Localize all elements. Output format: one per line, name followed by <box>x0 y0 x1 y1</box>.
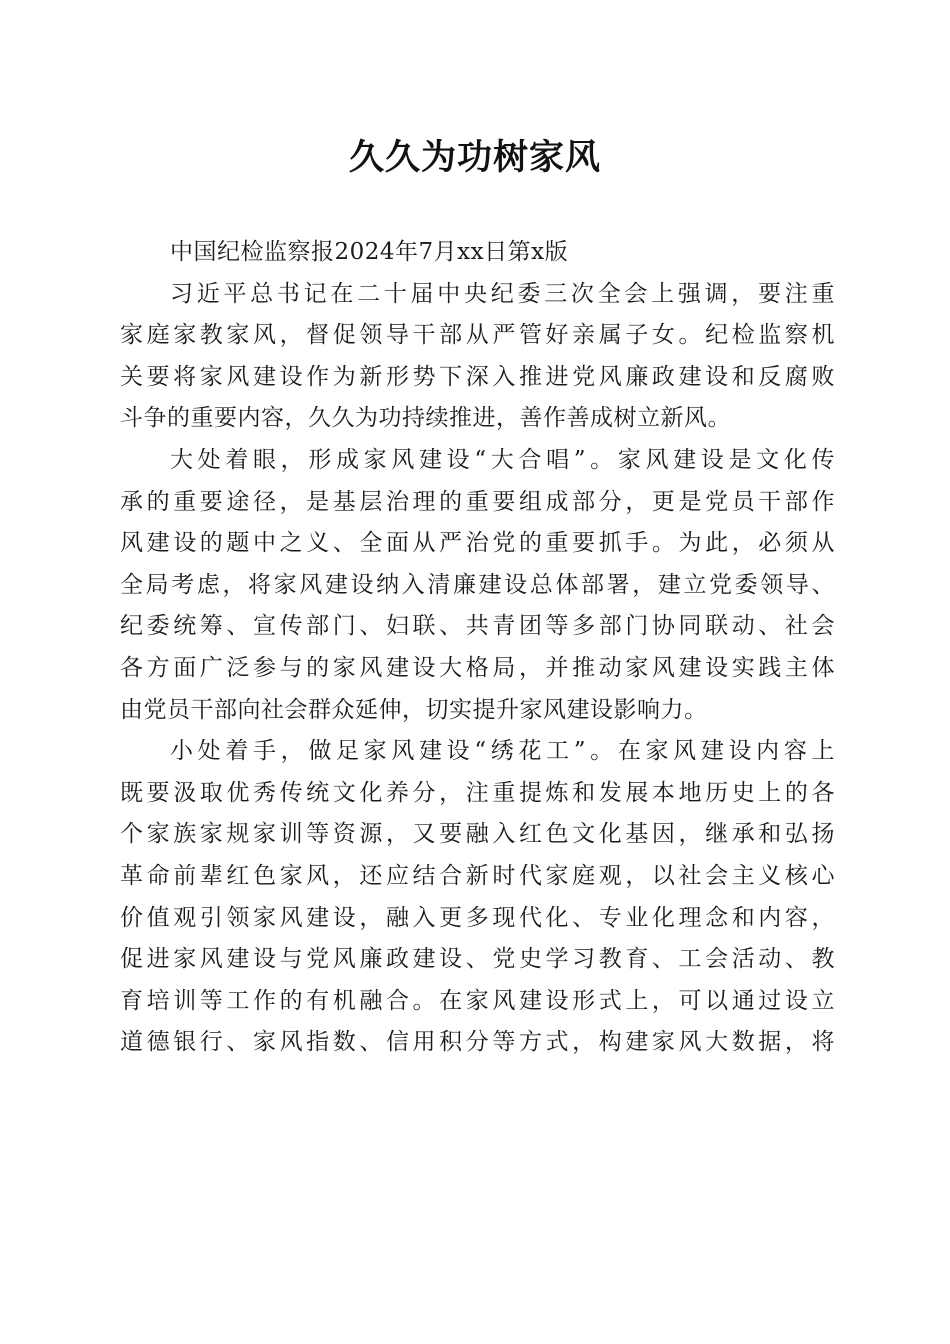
paragraph-line: 斗争的重要内容，久久为功持续推进，善作善成树立新风。 <box>120 405 731 432</box>
paragraph-line: 习近平总书记在二十届中央纪委三次全会上强调，要注重 <box>170 280 835 307</box>
paragraph-line: 小处着手，做足家风建设“绣花工”。在家风建设内容上 <box>170 738 835 765</box>
paragraph-line: 革命前辈红色家风，还应结合新时代家庭观，以社会主义核心 <box>120 862 835 889</box>
paragraph-3 <box>120 731 835 1064</box>
paragraph-line: 既要汲取优秀传统文化养分，注重提炼和发展本地历史上的各 <box>120 779 835 806</box>
paragraph-line: 纪委统筹、宣传部门、妇联、共青团等多部门协同联动、社会 <box>120 613 835 640</box>
paragraph-line: 育培训等工作的有机融合。在家风建设形式上，可以通过设立 <box>120 987 835 1014</box>
paragraph-2 <box>120 440 835 731</box>
paragraph-line: 全局考虑，将家风建设纳入清廉建设总体部署，建立党委领导、 <box>120 571 835 598</box>
paragraph-line: 价值观引领家风建设，融入更多现代化、专业化理念和内容， <box>120 904 835 931</box>
paragraph-line: 个家族家规家训等资源，又要融入红色文化基因，继承和弘扬 <box>120 821 835 848</box>
paragraph-line: 家庭家教家风，督促领导干部从严管好亲属子女。纪检监察机 <box>120 322 835 349</box>
paragraph-line: 承的重要途径，是基层治理的重要组成部分，更是党员干部作 <box>120 488 835 515</box>
document-body <box>120 232 835 1064</box>
paragraph-line: 促进家风建设与党风廉政建设、党史学习教育、工会活动、教 <box>120 946 835 973</box>
paragraph-line: 关要将家风建设作为新形势下深入推进党风廉政建设和反腐败 <box>120 363 835 390</box>
paragraph-1 <box>120 274 835 440</box>
paragraph-line: 各方面广泛参与的家风建设大格局，并推动家风建设实践主体 <box>120 654 835 681</box>
paragraph-line: 由党员干部向社会群众延伸，切实提升家风建设影响力。 <box>120 696 708 723</box>
source-line: 中国纪检监察报2024年7月xx日第x版 <box>170 239 569 265</box>
paragraph-line: 风建设的题中之义、全面从严治党的重要抓手。为此，必须从 <box>120 530 835 557</box>
paragraph-line: 大处着眼，形成家风建设“大合唱”。家风建设是文化传 <box>170 446 835 473</box>
paragraph-line: 道德银行、家风指数、信用积分等方式，构建家风大数据，将 <box>120 1029 835 1056</box>
document-title: 久久为功树家风 <box>348 137 601 178</box>
